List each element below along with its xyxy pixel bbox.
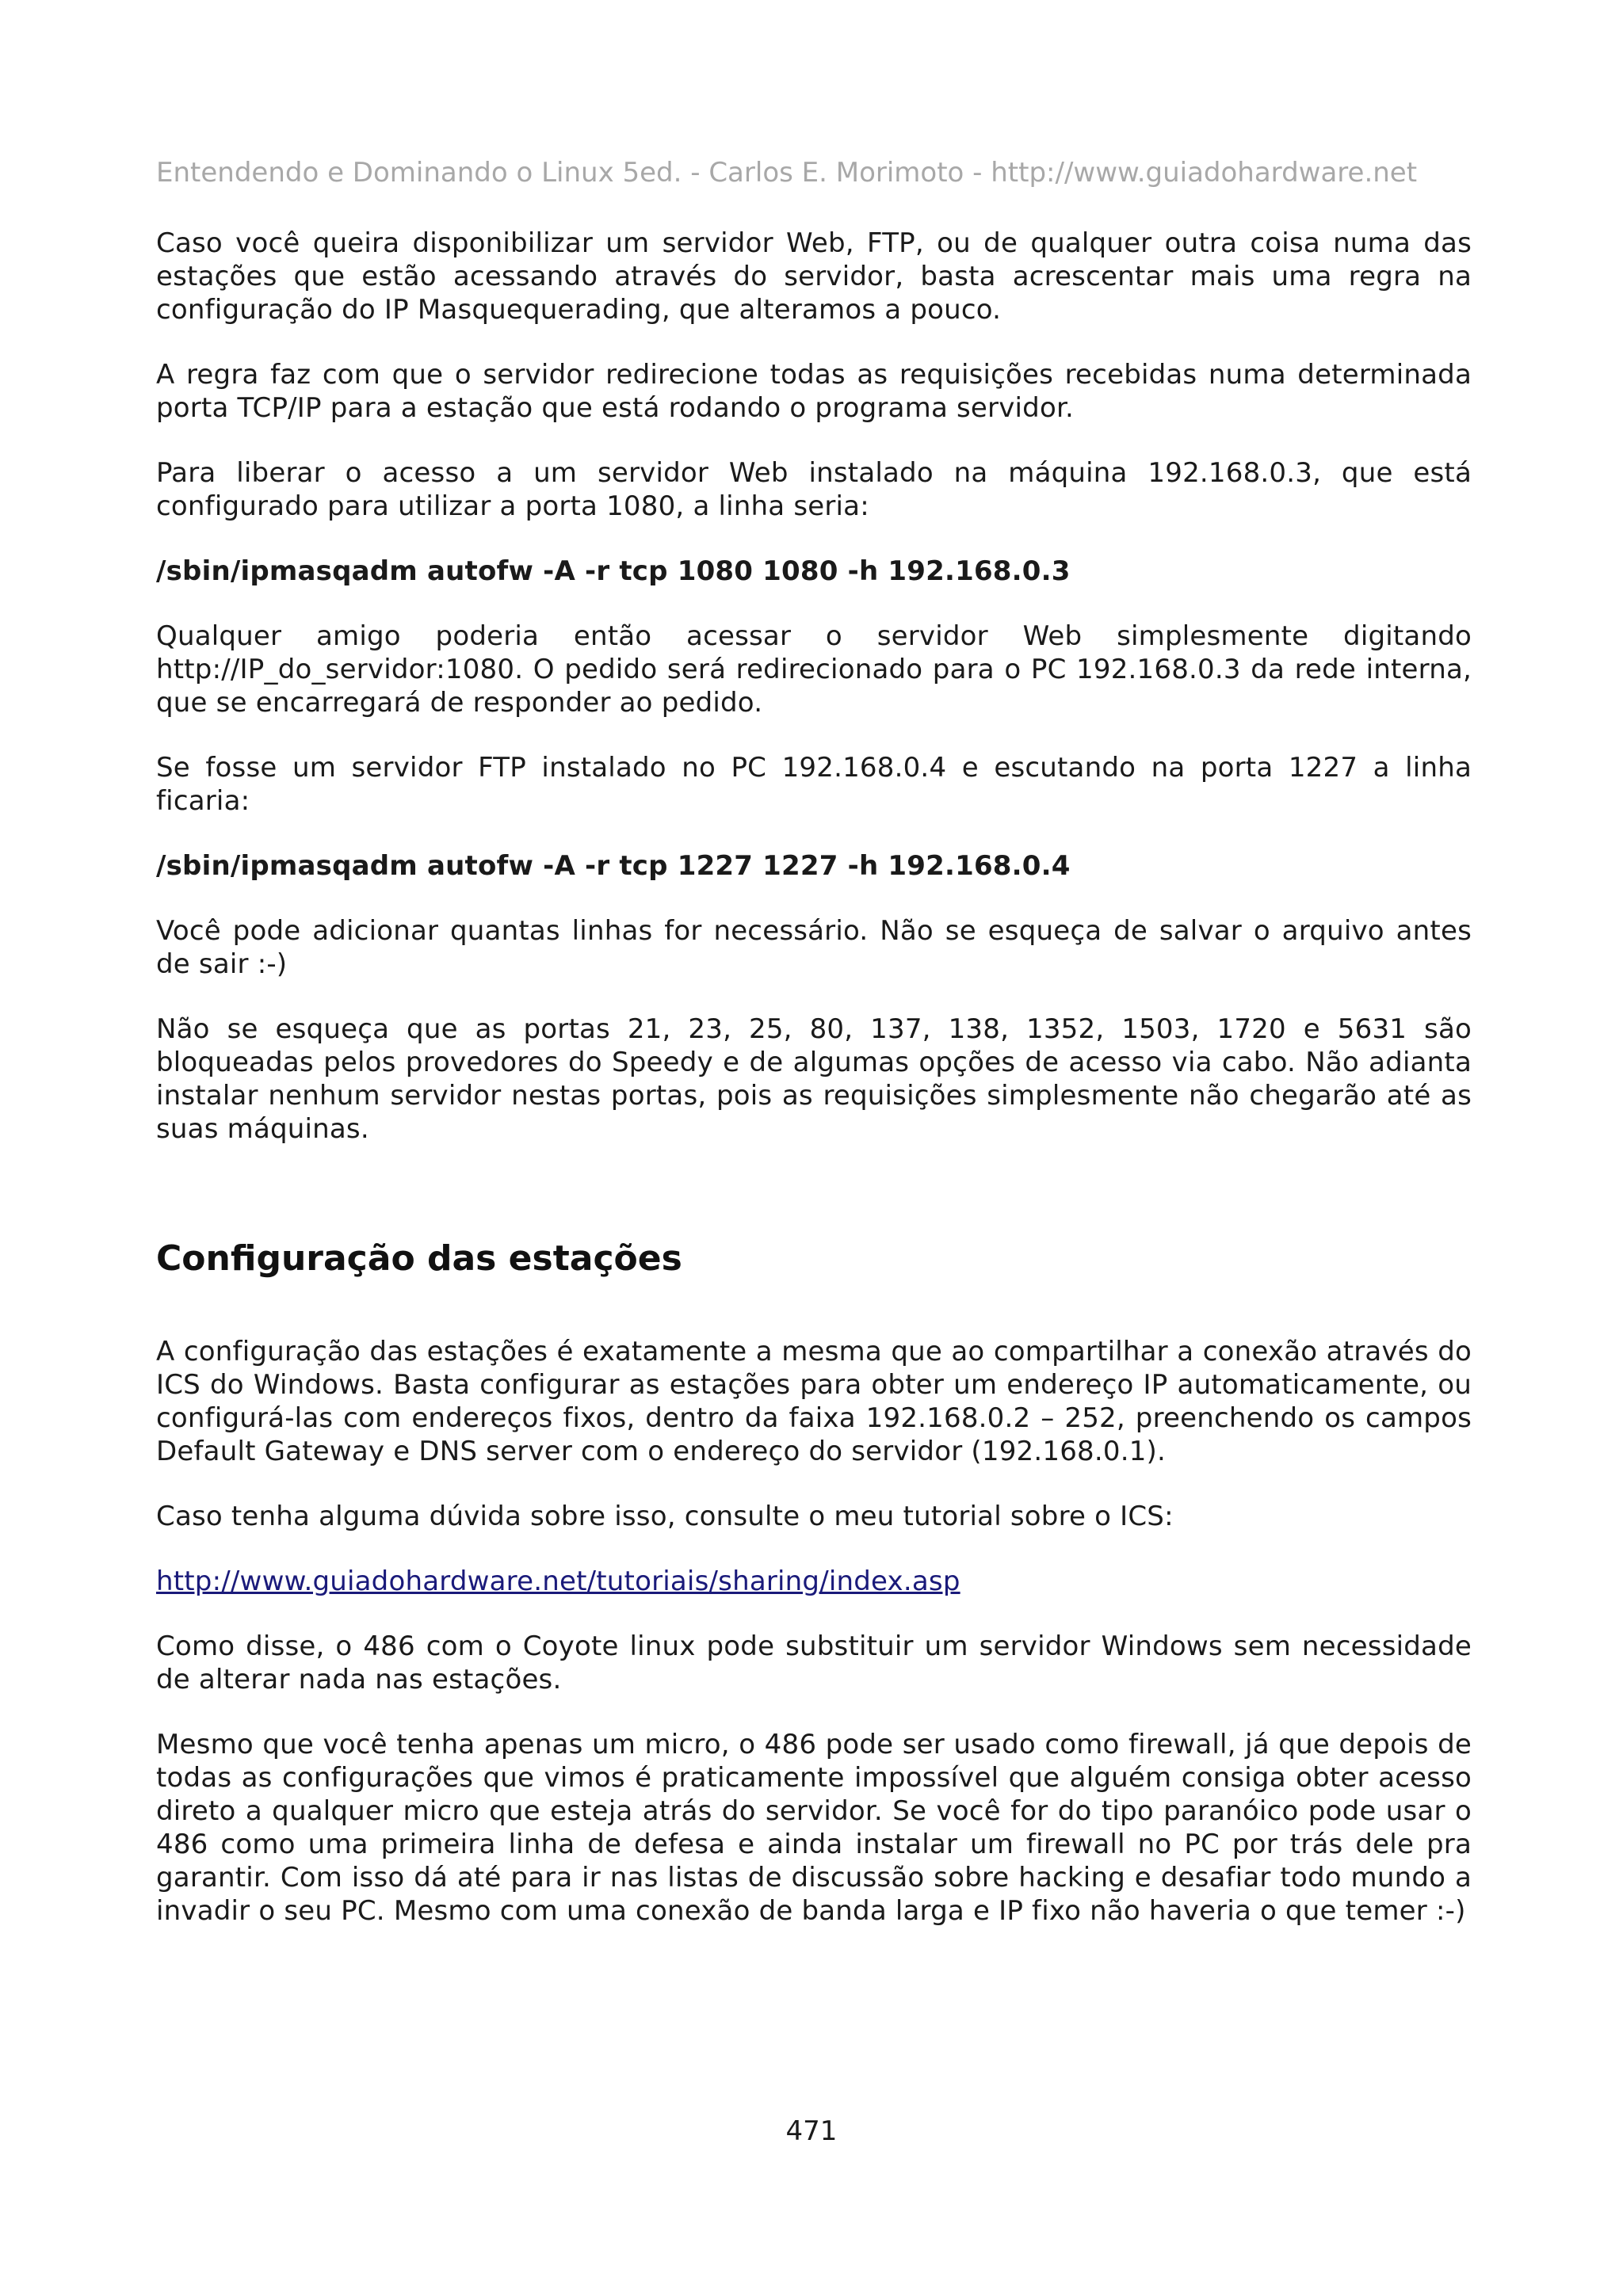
command-line: /sbin/ipmasqadm autofw -A -r tcp 1080 1080 -h 192.168.0.3 (156, 555, 1071, 587)
paragraph: A configuração das estações é exatamente a mesma que ao compartilhar a conexão através do ICS do Windows. Basta configurar as estações para obter um endereço IP automaticamente, ou configurá-las com endereços fixos, dentro da faixa 192.168.0.2 – 252, preenchendo os campos Default Gateway e DNS server com o endereço do servidor (192.168.0.1). (156, 1336, 1472, 1467)
paragraph: Qualquer amigo poderia então acessar o servidor Web simplesmente digitando http://IP_do_servidor:1080. O pedido será redirecionado para o PC 192.168.0.3 da rede interna, que se encarregará de responder ao pedido. (156, 620, 1472, 719)
paragraph: Se fosse um servidor FTP instalado no PC 192.168.0.4 e escutando na porta 1227 a linha ficaria: (156, 752, 1472, 817)
paragraph: Caso tenha alguma dúvida sobre isso, consulte o meu tutorial sobre o ICS: (156, 1501, 1174, 1532)
paragraph: Como disse, o 486 com o Coyote linux pode substituir um servidor Windows sem necessidade de alterar nada nas estações. (156, 1630, 1472, 1695)
paragraph: Você pode adicionar quantas linhas for necessário. Não se esqueça de salvar o arquivo antes de sair :-) (156, 915, 1472, 980)
paragraph: A regra faz com que o servidor redirecione todas as requisições recebidas numa determinada porta TCP/IP para a estação que está rodando o programa servidor. (156, 359, 1472, 424)
paragraph: Não se esqueça que as portas 21, 23, 25, 80, 137, 138, 1352, 1503, 1720 e 5631 são bloqueadas pelos provedores do Speedy e de algumas opções de acesso via cabo. Não adianta instalar nenhum servidor nestas portas, pois as requisições simplesmente não chegarão até as suas máquinas. (156, 1013, 1472, 1145)
tutorial-link[interactable]: http://www.guiadohardware.net/tutoriais/sharing/index.asp (156, 1566, 960, 1597)
running-header: Entendendo e Dominando o Linux 5ed. - Carlos E. Morimoto - http://www.guiadohardware.net (156, 157, 1418, 189)
page-body (156, 227, 1472, 1928)
command-line: /sbin/ipmasqadm autofw -A -r tcp 1227 1227 -h 192.168.0.4 (156, 850, 1071, 882)
page-number: 471 (785, 2115, 838, 2147)
paragraph: Mesmo que você tenha apenas um micro, o 486 pode ser usado como firewall, já que depois de todas as configurações que vimos é praticamente impossível que alguém consiga obter acesso direto a qualquer micro que esteja atrás do servidor. Se você for do tipo paranóico pode usar o 486 como uma primeira linha de defesa e ainda instalar um firewall no PC por trás dele pra garantir. Com isso dá até para ir nas listas de discussão sobre hacking e desafiar todo mundo a invadir o seu PC. Mesmo com uma conexão de banda larga e IP fixo não haveria o que temer :-) (156, 1729, 1472, 1927)
paragraph: Caso você queira disponibilizar um servidor Web, FTP, ou de qualquer outra coisa numa das estações que estão acessando através do servidor, basta acrescentar mais uma regra na configuração do IP Masquequerading, que alteramos a pouco. (156, 227, 1472, 326)
paragraph: Para liberar o acesso a um servidor Web instalado na máquina 192.168.0.3, que está configurado para utilizar a porta 1080, a linha seria: (156, 457, 1472, 522)
section-heading: Configuração das estações (156, 1238, 682, 1279)
